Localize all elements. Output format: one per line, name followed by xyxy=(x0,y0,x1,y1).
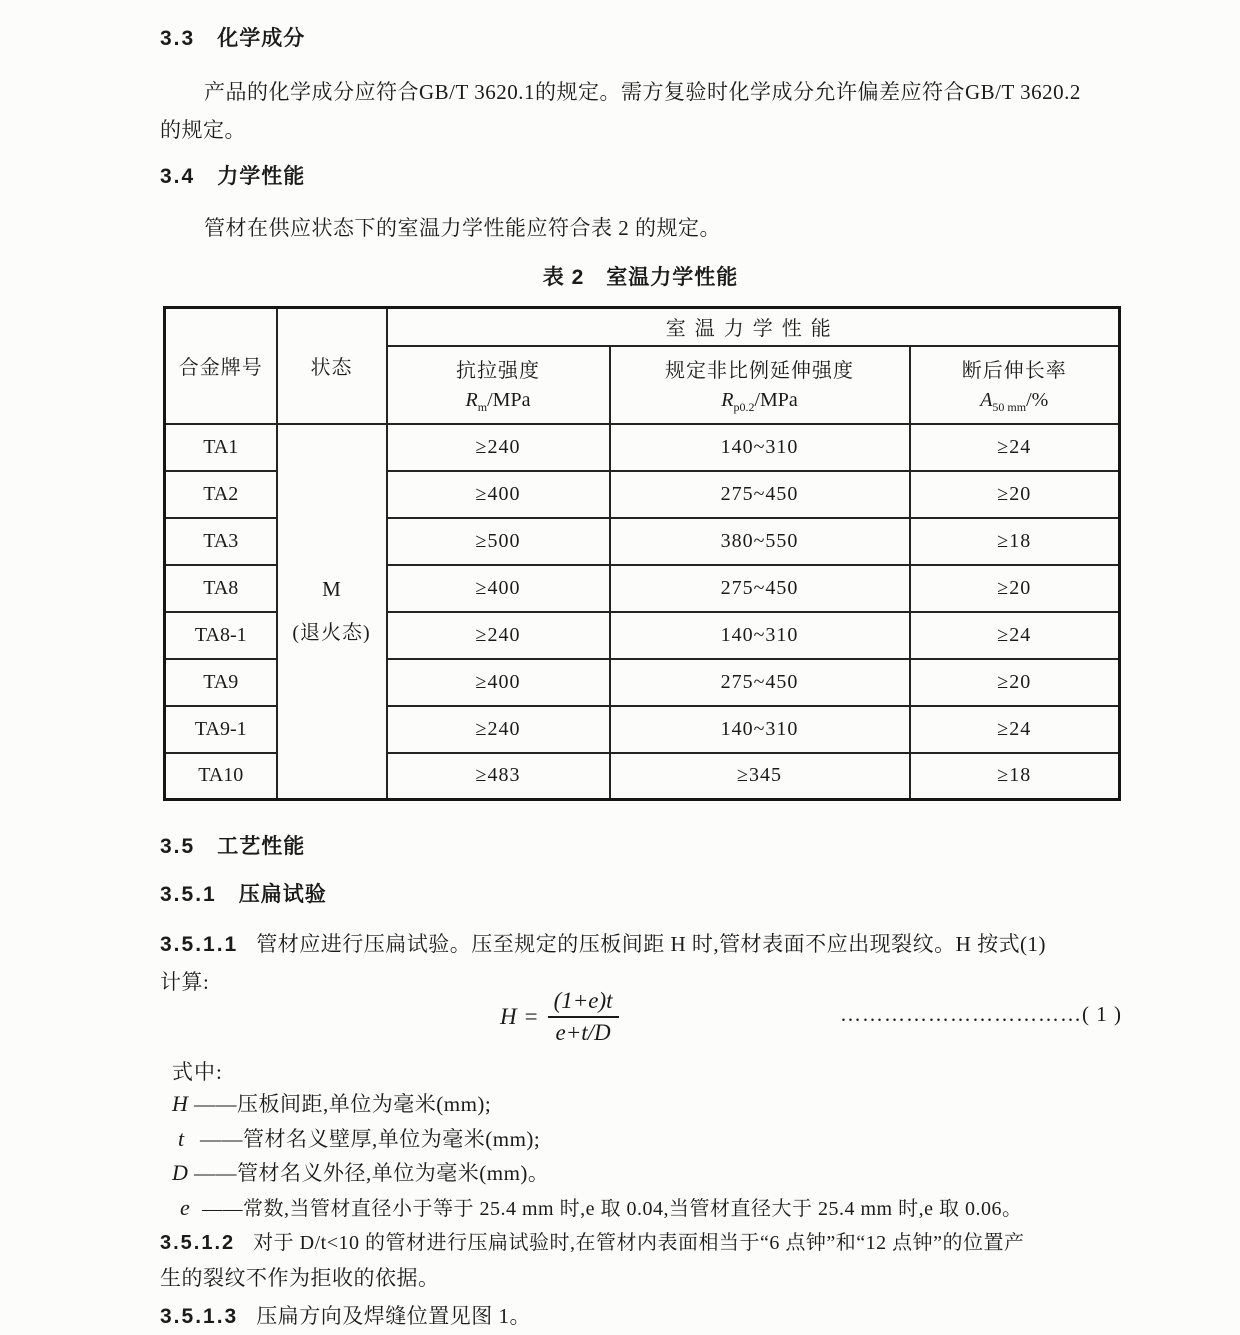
elongation-cell: ≥24 xyxy=(910,612,1120,659)
elongation-cell: ≥24 xyxy=(910,706,1120,753)
table-2-room-temp-mechanical-properties xyxy=(163,306,1121,801)
section-3-5-1-heading xyxy=(160,878,327,908)
clause-3-5-1-2-line2: 生的裂纹不作为拒收的依据。 xyxy=(160,1266,440,1290)
section-title: 力学性能 xyxy=(217,165,306,188)
alloy-grade-header: 合金牌号 xyxy=(165,308,277,424)
section-title: 工艺性能 xyxy=(217,835,306,858)
tensile-cell: ≥400 xyxy=(387,471,610,518)
section-3-3-paragraph-line1: 产品的化学成分应符合GB/T 3620.1的规定。需方复验时化学成分允许偏差应符合GB/T 3620.2 xyxy=(204,80,1081,104)
yield-cell: 140~310 xyxy=(610,706,910,753)
elongation-symbol: $A_{50 mm}/\%$ xyxy=(980,389,1049,414)
dot-leader: …………………………… xyxy=(840,1002,1082,1026)
formula-dots-and-number xyxy=(840,1002,1122,1027)
section-title: 化学成分 xyxy=(217,27,306,50)
alloy-cell: TA2 xyxy=(165,471,277,518)
yield-symbol: $R_{p0.2}$/MPa xyxy=(721,389,798,414)
yield-cell: 275~450 xyxy=(610,471,910,518)
definition-term: e xyxy=(180,1195,190,1220)
alloy-cell: TA8 xyxy=(165,565,277,612)
elongation-cell: ≥20 xyxy=(910,659,1120,706)
clause-number: 3.5.1.2 xyxy=(160,1232,236,1254)
fraction-denominator: e+t/D xyxy=(548,1016,619,1046)
yield-cell: ≥345 xyxy=(610,753,910,800)
section-title: 压扁试验 xyxy=(238,883,327,906)
alloy-cell: TA9-1 xyxy=(165,706,277,753)
tensile-cell: ≥400 xyxy=(387,565,610,612)
alloy-cell: TA1 xyxy=(165,424,277,471)
yield-cell: 275~450 xyxy=(610,659,910,706)
definition-t: t ——管材名义壁厚,单位为毫米(mm); xyxy=(178,1126,541,1151)
tensile-cell: ≥483 xyxy=(387,753,610,800)
elongation-header: 断后伸长率 $A_{50 mm}/\%$ xyxy=(910,346,1120,424)
where-intro: 式中: xyxy=(172,1060,223,1084)
table-row xyxy=(165,424,1120,471)
tensile-cell: ≥240 xyxy=(387,706,610,753)
alloy-cell: TA3 xyxy=(165,518,277,565)
yield-cell: 140~310 xyxy=(610,612,910,659)
elongation-cell: ≥18 xyxy=(910,518,1120,565)
alloy-cell: TA9 xyxy=(165,659,277,706)
section-3-4-paragraph: 管材在供应状态下的室温力学性能应符合表 2 的规定。 xyxy=(204,216,721,240)
definition-e: e ——常数,当管材直径小于等于 25.4 mm 时,e 取 0.04,当管材直径大于 25.4 mm 时,e 取 0.06。 xyxy=(180,1195,1023,1220)
equation-number: ( 1 ) xyxy=(1082,1002,1122,1026)
formula-1 xyxy=(500,988,619,1046)
alloy-cell: TA8-1 xyxy=(165,612,277,659)
section-number: 3.5 xyxy=(160,835,196,858)
definition-H: H ——压板间距,单位为毫米(mm); xyxy=(172,1091,492,1116)
state-cell: M (退火态) xyxy=(277,424,387,800)
fraction-numerator: (1+e)t xyxy=(553,988,613,1013)
yield-cell: 275~450 xyxy=(610,565,910,612)
clause-3-5-1-2-line1: 3.5.1.2 对于 D/t<10 的管材进行压扁试验时,在管材内表面相当于“6 点钟”和“12 点钟”的位置产 xyxy=(160,1232,1025,1254)
state-header: 状态 xyxy=(277,308,387,424)
section-number: 3.3 xyxy=(160,27,196,50)
elongation-cell: ≥24 xyxy=(910,424,1120,471)
section-3-3-paragraph-line2: 的规定。 xyxy=(160,118,246,142)
tensile-cell: ≥240 xyxy=(387,612,610,659)
equals-sign: = xyxy=(524,1004,538,1029)
tensile-strength-header: 抗拉强度 $R_m$/MPa xyxy=(387,346,610,424)
elongation-cell: ≥18 xyxy=(910,753,1120,800)
section-3-4-heading xyxy=(160,160,305,190)
definition-D: D ——管材名义外径,单位为毫米(mm)。 xyxy=(172,1160,550,1185)
section-3-3-heading xyxy=(160,22,305,52)
yield-cell: 380~550 xyxy=(610,518,910,565)
elongation-cell: ≥20 xyxy=(910,565,1120,612)
clause-3-5-1-1-line1: 3.5.1.1 管材应进行压扁试验。压至规定的压板间距 H 时,管材表面不应出现裂纹。H 按式(1) xyxy=(160,932,1047,956)
clause-number: 3.5.1.3 xyxy=(160,1305,239,1328)
section-3-5-heading xyxy=(160,830,305,860)
group-header: 室温力学性能 xyxy=(387,308,1120,346)
definition-term: D xyxy=(172,1160,188,1185)
tensile-symbol: $R_m$/MPa xyxy=(465,389,531,414)
fraction xyxy=(548,988,619,1046)
clause-3-5-1-3: 3.5.1.3 压扁方向及焊缝位置见图 1。 xyxy=(160,1304,531,1328)
tensile-cell: ≥500 xyxy=(387,518,610,565)
clause-number: 3.5.1.1 xyxy=(160,933,239,956)
tensile-cell: ≥400 xyxy=(387,659,610,706)
header-row-1 xyxy=(165,308,1120,346)
formula-lhs: H xyxy=(500,1004,517,1029)
section-number: 3.4 xyxy=(160,165,196,188)
yield-strength-header: 规定非比例延伸强度 $R_{p0.2}$/MPa xyxy=(610,346,910,424)
clause-3-5-1-1-line2: 计算: xyxy=(160,970,210,994)
definition-term: H xyxy=(172,1091,188,1116)
yield-cell: 140~310 xyxy=(610,424,910,471)
table-2-caption: 表 2 室温力学性能 xyxy=(542,266,739,289)
definition-term: t xyxy=(178,1126,185,1151)
tensile-cell: ≥240 xyxy=(387,424,610,471)
alloy-cell: TA10 xyxy=(165,753,277,800)
section-number: 3.5.1 xyxy=(160,883,217,906)
elongation-cell: ≥20 xyxy=(910,471,1120,518)
